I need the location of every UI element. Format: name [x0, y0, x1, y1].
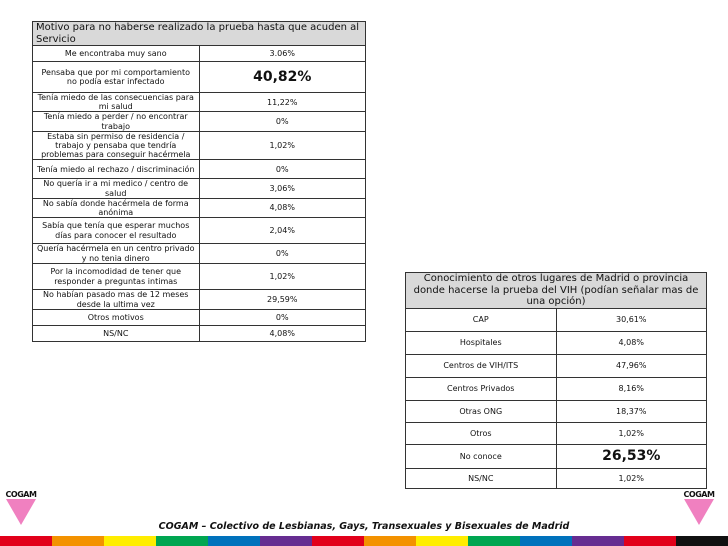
row-value: 1,02%: [199, 131, 366, 160]
row-label: Estaba sin permiso de residencia / trabajo y pensaba que tendría problemas para conseguir hacérmela: [33, 131, 200, 160]
table-row: [406, 309, 707, 332]
row-label: Otros: [406, 423, 557, 445]
row-label: CAP: [406, 309, 557, 332]
row-value: 3,06%: [199, 179, 366, 198]
table-row: [33, 179, 366, 198]
row-label: Hospitales: [406, 332, 557, 355]
row-value: 11,22%: [199, 93, 366, 112]
row-value: 0%: [199, 244, 366, 264]
stripe-segment: [208, 536, 260, 546]
row-value: 18,37%: [556, 401, 707, 423]
stripe-segment: [364, 536, 416, 546]
table-header: Motivo para no haberse realizado la prueba hasta que acuden al Servicio: [33, 22, 366, 46]
row-value: 40,82%: [199, 62, 366, 93]
stripe-segment: [520, 536, 572, 546]
table-row: [33, 290, 366, 310]
stripe-segment: [572, 536, 624, 546]
footer-text: COGAM – Colectivo de Lesbianas, Gays, Transexuales y Bisexuales de Madrid: [158, 521, 570, 532]
table-row: [33, 310, 366, 326]
table-row: [406, 378, 707, 401]
row-label: No habían pasado mas de 12 meses desde la ultima vez: [33, 290, 200, 310]
row-label: No conoce: [406, 445, 557, 469]
row-value: 4,08%: [556, 332, 707, 355]
row-value: 0%: [199, 160, 366, 179]
table-row: [33, 198, 366, 217]
row-label: NS/NC: [406, 469, 557, 489]
row-label: No quería ir a mi medico / centro de salud: [33, 179, 200, 198]
table-row: [33, 93, 366, 112]
table-row: [406, 423, 707, 445]
table-row: [406, 445, 707, 469]
table-row: [406, 355, 707, 378]
row-value: 1,02%: [556, 423, 707, 445]
stripe-segment: [104, 536, 156, 546]
row-value: 26,53%: [556, 445, 707, 469]
table-row: [33, 244, 366, 264]
row-label: Quería hacérmela en un centro privado y no tenia dinero: [33, 244, 200, 264]
row-label: Tenía miedo a perder / no encontrar trabajo: [33, 112, 200, 131]
row-value: 0%: [199, 112, 366, 131]
table-row: [33, 131, 366, 160]
table-header-row: [406, 273, 707, 309]
stripe-segment: [156, 536, 208, 546]
row-label: NS/NC: [33, 326, 200, 342]
stripe-segment: [468, 536, 520, 546]
row-label: Por la incomodidad de tener que responder a preguntas intimas: [33, 264, 200, 290]
logo-text: COGAM: [683, 490, 715, 499]
row-label: Pensaba que por mi comportamiento no podía estar infectado: [33, 62, 200, 93]
row-label: Tenía miedo de las consecuencias para mi salud: [33, 93, 200, 112]
table-row: [33, 46, 366, 62]
table-row: [33, 218, 366, 244]
row-label: Centros Privados: [406, 378, 557, 401]
row-value: 8,16%: [556, 378, 707, 401]
stripe-segment: [416, 536, 468, 546]
row-label: Me encontraba muy sano: [33, 46, 200, 62]
stripe-segment: [676, 536, 728, 546]
table-header: Conocimiento de otros lugares de Madrid o provincia donde hacerse la prueba del VIH (podían señalar mas de una opción): [406, 273, 707, 309]
row-value: 1,02%: [199, 264, 366, 290]
stripe-segment: [0, 536, 52, 546]
logo-text: COGAM: [5, 490, 37, 499]
table-row: [33, 264, 366, 290]
row-value: 4,08%: [199, 326, 366, 342]
row-value: 4,08%: [199, 198, 366, 217]
table-header-row: [33, 22, 366, 46]
row-label: Otras ONG: [406, 401, 557, 423]
row-label: Tenía miedo al rechazo / discriminación: [33, 160, 200, 179]
row-value: 47,96%: [556, 355, 707, 378]
table-row: [406, 401, 707, 423]
table-row: [33, 326, 366, 342]
table-row: [33, 62, 366, 93]
table-row: [33, 112, 366, 131]
rainbow-stripe: [0, 536, 728, 546]
row-label: Otros motivos: [33, 310, 200, 326]
table-row: [33, 160, 366, 179]
row-value: 0%: [199, 310, 366, 326]
row-value: 30,61%: [556, 309, 707, 332]
row-label: No sabía donde hacérmela de forma anónima: [33, 198, 200, 217]
row-value: 1,02%: [556, 469, 707, 489]
table-row: [406, 332, 707, 355]
row-value: 3.06%: [199, 46, 366, 62]
row-value: 29,59%: [199, 290, 366, 310]
stripe-segment: [312, 536, 364, 546]
stripe-segment: [624, 536, 676, 546]
row-label: Sabía que tenía que esperar muchos días para conocer el resultado: [33, 218, 200, 244]
row-label: Centros de VIH/ITS: [406, 355, 557, 378]
stripe-segment: [52, 536, 104, 546]
row-value: 2,04%: [199, 218, 366, 244]
table-row: [406, 469, 707, 489]
other-places-table: [405, 272, 707, 489]
reasons-table: [32, 21, 366, 342]
stripe-segment: [260, 536, 312, 546]
